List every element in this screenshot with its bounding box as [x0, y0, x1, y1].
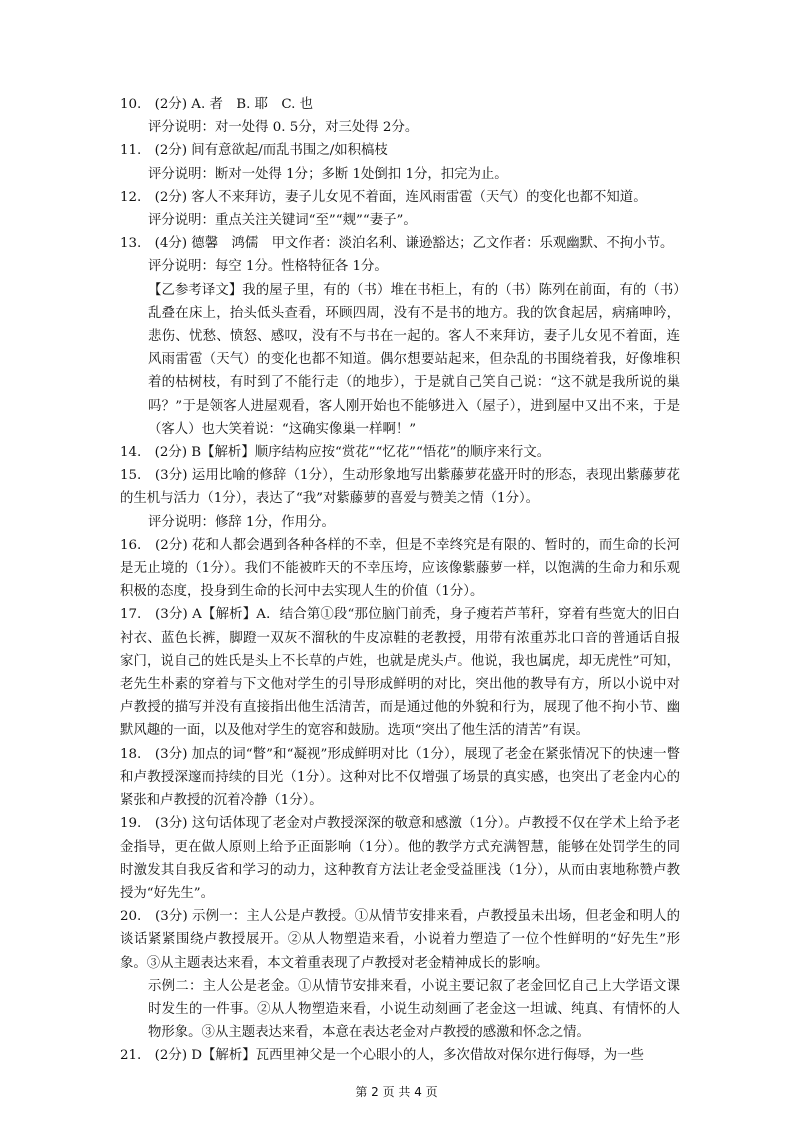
text-paragraph: 17. (3分) A【解析】A．结合第①段“那位脑门前秃，身子瘦若芦苇秆，穿着有些宽大的旧白衬衣、蓝色长裤，脚蹬一双灰不溜秋的牛皮凉鞋的老教授，用带有浓重苏北口音的普通话自报家门，说自己的姓氏是头上不长草的卢姓，也就是虎头卢。他说，我也属虎，却无虎性”可知，老先生朴素的穿着与下文他对学生的引导形成鲜明的对比，突出他的教导有方，所以小说中对卢教授的描写并没有直接指出他生活清苦，而是通过他的外貌和行为，展现了他不拘小节、幽默风趣的一面，以及他对学生的宽容和鼓励。选项“突出了他生活的清苦”有误。: [120, 607, 680, 739]
answer-key-body: [120, 93, 680, 1068]
text-paragraph: 11. (2分) 间有意欲起/而乱书围之/如积槁枝: [120, 143, 388, 159]
text-paragraph: 20. (3分) 示例一：主人公是卢教授。①从情节安排来看，卢教授虽未出场，但老金和明人的谈话紧紧围绕卢教授展开。②从人物塑造来看，小说着力塑造了一位个性鲜明的“好先生”形象。③从主题表达来看，本文着重表现了卢教授对老金精神成长的影响。: [120, 909, 680, 971]
text-paragraph: 19. (3分) 这句话体现了老金对卢教授深深的敬意和感激（1分）。卢教授不仅在学术上给予老金指导，更在做人原则上给予正面影响（1分）。他的教学方式充满智慧，能够在处罚学生的同时激发其自我反省和学习的动力，这种教育方法让老金受益匪浅（1分），从而由衷地称赞卢教授为“好先生”。: [120, 816, 680, 901]
text-paragraph: 评分说明：对一处得 0. 5分，对三处得 2分。: [148, 120, 419, 136]
text-paragraph: 16. (2分) 花和人都会遇到各种各样的不幸，但是不幸终究是有限的、暂时的，而生命的长河是无止境的（1分）。我们不能被昨天的不幸压垮，应该像紫藤萝一样，以饱满的生命力和乐观积极的态度，投身到生命的长河中去实现人生的价值（1分）。: [120, 537, 680, 600]
page-footer: 第 2 页 共 4 页: [355, 1085, 438, 1099]
text-paragraph: 评分说明：每空 1分。性格特征各 1分。: [148, 259, 388, 275]
text-paragraph: 示例二：主人公是老金。①从情节安排来看，小说主要记叙了老金回忆自己上大学语文课时发生的一件事。②从人物塑造来看，小说生动刻画了老金这一坦诚、纯真、有情怀的人物形象。③从主题表达来看，本意在表达老金对卢教授的感激和怀念之情。: [148, 978, 680, 1041]
text-paragraph: 12. (2分) 客人不来拜访，妻子儿女见不着面，连风雨雷雹（天气）的变化也都不知道。: [120, 189, 647, 205]
text-paragraph: 21. (2分) D【解析】瓦西里神父是一个心眼小的人，多次借故对保尔进行侮辱，为一些: [120, 1048, 644, 1064]
text-paragraph: 13. (4分) 德馨 鸿儒 甲文作者：淡泊名利、谦逊豁达；乙文作者：乐观幽默、不拘小节。: [120, 236, 674, 252]
text-paragraph: 评分说明：修辞 1分，作用分。: [148, 514, 335, 530]
text-paragraph: 15. (3分) 运用比喻的修辞（1分），生动形象地写出紫藤萝花盛开时的形态，表现出紫藤萝花的生机与活力（1分），表达了“我”对紫藤萝的喜爱与赞美之情（1分）。: [120, 468, 680, 507]
text-paragraph: 10. (2分) A. 者 B. 耶 C. 也: [120, 97, 314, 112]
text-paragraph: 评分说明：重点关注关键词“至”“觌”“妻子”。: [148, 213, 417, 229]
text-paragraph: 18. (3分) 加点的词“瞥”和“凝视”形成鲜明对比（1分），展现了老金在紧张情况下的快速一瞥和卢教授深邃而持续的目光（1分）。这种对比不仅增强了场景的真实感，也突出了老金内心的紧张和卢教授的沉着冷静（1分）。: [120, 746, 680, 809]
text-paragraph: 14. (2分) B【解析】顺序结构应按“赏花”“忆花”“悟花”的顺序来行文。: [120, 445, 551, 461]
text-paragraph: 评分说明：断对一处得 1分；多断 1处倒扣 1分，扣完为止。: [148, 166, 508, 182]
text-paragraph: 【乙参考译文】我的屋子里，有的（书）堆在书柜上，有的（书）陈列在前面，有的（书）乱叠在床上，抬头低头查看，环顾四周，没有不是书的地方。我的饮食起居，病痛呻吟，悲伤、忧愁、愤怒、感叹，没有不与书在一起的。客人不来拜访，妻子儿女见不着面，连风雨雷雹（天气）的变化也都不知道。偶尔想要站起来，但杂乱的书围绕着我，好像堆积着的枯树枝，有时到了不能行走（的地步），于是就自己笑自己说：“这不就是我所说的巢吗？”于是领客人进屋观看，客人刚开始也不能够进入（屋子），进到屋中又出不来，于是（客人）也大笑着说：“这确实像巢一样啊！”: [148, 282, 680, 437]
